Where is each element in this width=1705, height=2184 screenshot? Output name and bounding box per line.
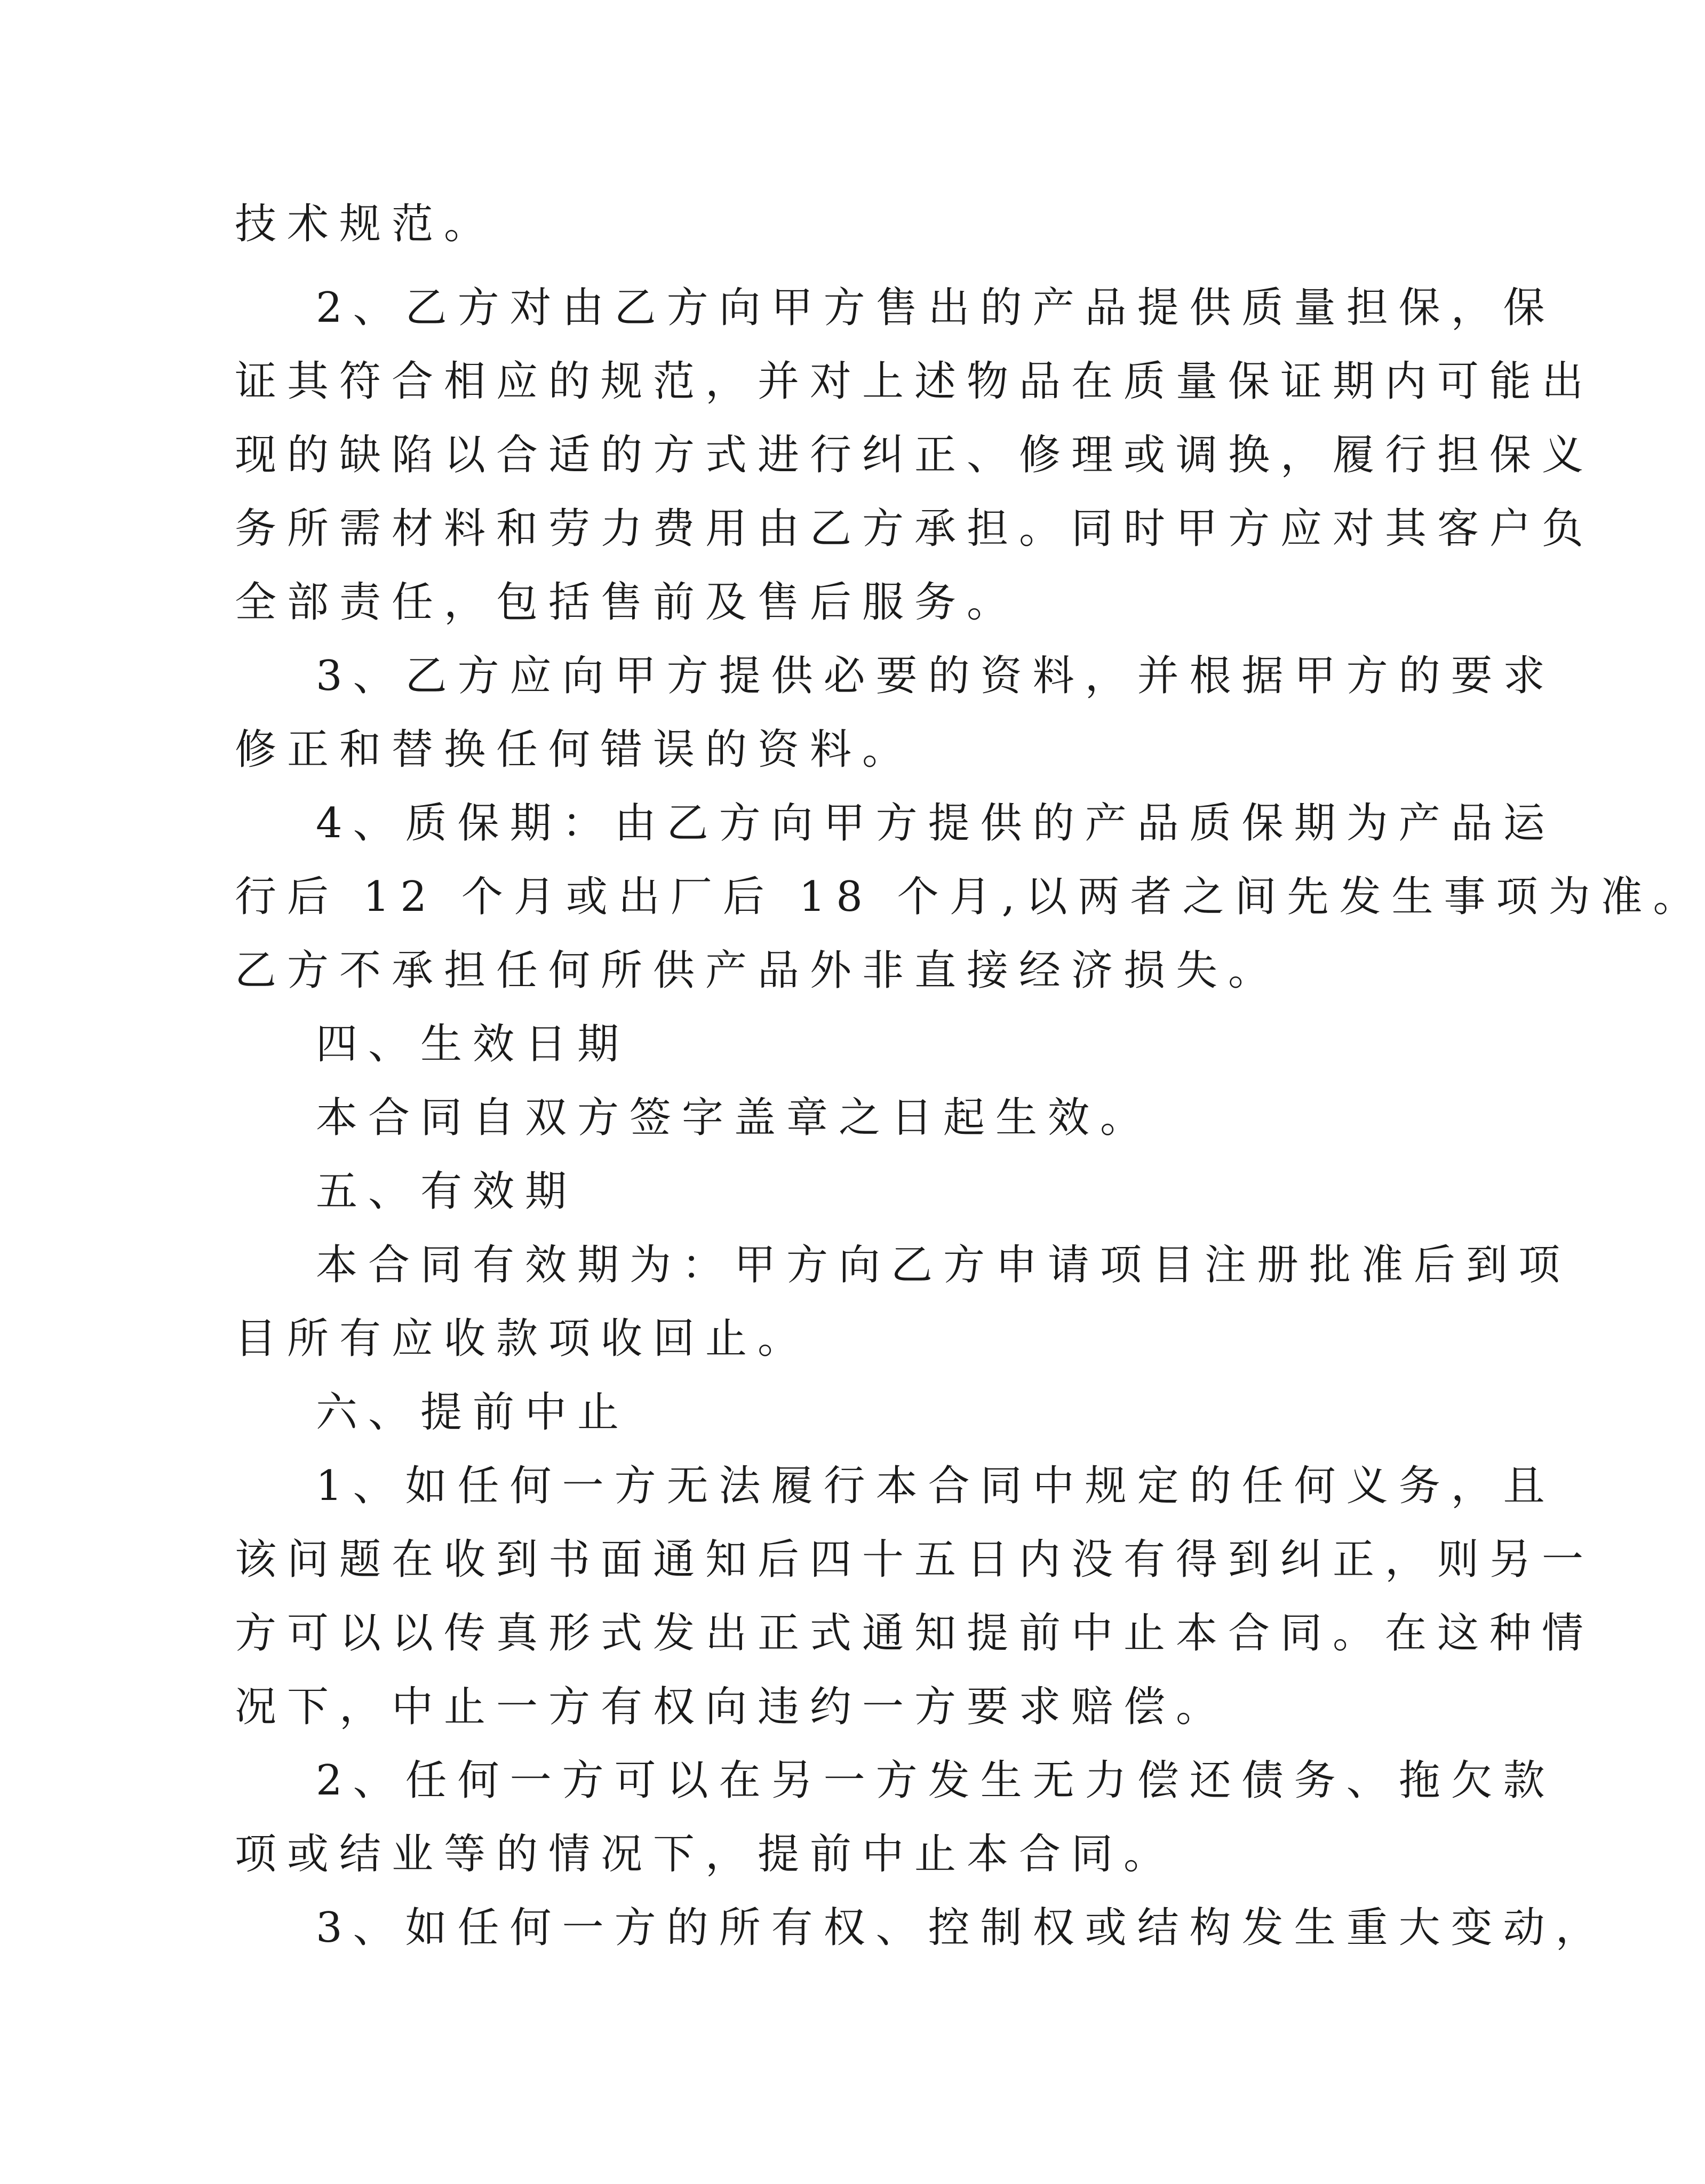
- text-line: 目所有应收款项收回止。: [235, 1315, 810, 1363]
- section-heading: 四、生效日期: [316, 1020, 630, 1068]
- text-line: 本合同自双方签字盖章之日起生效。: [316, 1094, 1153, 1142]
- text-line: 本合同有效期为：甲方向乙方申请项目注册批准后到项: [316, 1241, 1571, 1289]
- text-line: 务所需材料和劳力费用由乙方承担。同时甲方应对其客户负: [235, 505, 1595, 553]
- text-line: 乙方不承担任何所供产品外非直接经济损失。: [235, 947, 1281, 995]
- section-heading: 五、有效期: [316, 1168, 578, 1216]
- text-line: 证其符合相应的规范，并对上述物品在质量保证期内可能出: [235, 358, 1595, 406]
- text-line: 2、乙方对由乙方向甲方售出的产品提供质量担保，保: [316, 284, 1556, 332]
- text-line: 4、质保期：由乙方向甲方提供的产品质保期为产品运: [316, 799, 1556, 847]
- text-line: 2、任何一方可以在另一方发生无力偿还债务、拖欠款: [316, 1757, 1556, 1805]
- section-heading: 六、提前中止: [316, 1388, 630, 1436]
- text-line: 该问题在收到书面通知后四十五日内没有得到纠正，则另一: [235, 1536, 1595, 1584]
- text-line: 现的缺陷以合适的方式进行纠正、修理或调换，履行担保义: [235, 431, 1595, 479]
- text-line: 技术规范。: [235, 200, 497, 248]
- text-line: 全部责任，包括售前及售后服务。: [235, 578, 1019, 626]
- text-line: 方可以以传真形式发出正式通知提前中止本合同。在这种情: [235, 1609, 1595, 1657]
- text-line: 1、如任何一方无法履行本合同中规定的任何义务，且: [316, 1462, 1556, 1510]
- text-line: 况下，中止一方有权向违约一方要求赔偿。: [235, 1683, 1229, 1731]
- text-line: 3、乙方应向甲方提供必要的资料，并根据甲方的要求: [316, 652, 1556, 700]
- text-line: 3、如任何一方的所有权、控制权或结构发生重大变动，: [316, 1904, 1608, 1952]
- text-line: 项或结业等的情况下，提前中止本合同。: [235, 1830, 1176, 1878]
- text-line: 行后 12 个月或出厂后 18 个月,以两者之间先发生事项为准。: [235, 873, 1705, 921]
- text-line: 修正和替换任何错误的资料。: [235, 726, 915, 774]
